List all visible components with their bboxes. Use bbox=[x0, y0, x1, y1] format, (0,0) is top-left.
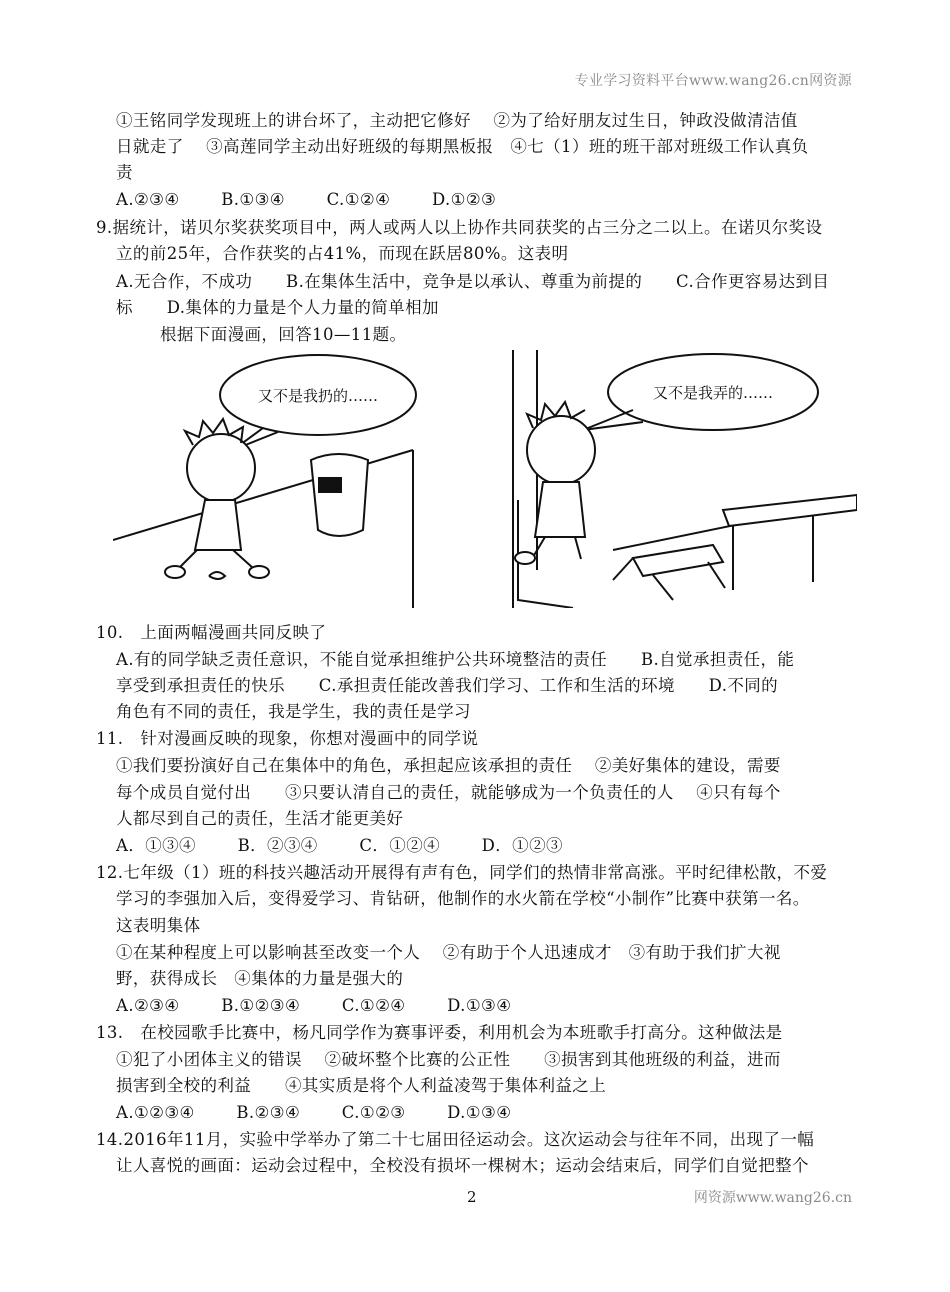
q10-options-line3: 角色有不同的责任，我是学生，我的责任是学习 bbox=[116, 702, 471, 721]
q12-option-c: C.①②④ bbox=[341, 996, 406, 1015]
q11-option-d: D．①②③ bbox=[481, 836, 563, 855]
q10-stem: 10. 上面两幅漫画共同反映了 bbox=[96, 623, 327, 642]
q8-statements-line2: 日就走了 ③高莲同学主动出好班级的每期黑板报 ④七（1）班的班干部对班级工作认真负 bbox=[116, 137, 809, 156]
q11-option-a: A．①③④ bbox=[116, 836, 196, 855]
page-header: 专业学习资料平台www.wang26.cn网资源 bbox=[574, 73, 852, 89]
q12-statements-line1: ①在某种程度上可以影响甚至改变一个人 ②有助于个人迅速成才 ③有助于我们扩大视 bbox=[116, 943, 781, 962]
comic-bubble-right: 又不是我弄的…… bbox=[652, 384, 774, 402]
q12-options bbox=[116, 993, 547, 1019]
comic-intro: 根据下面漫画，回答10—11题。 bbox=[160, 325, 407, 344]
q8-options bbox=[116, 187, 532, 213]
q8-option-b: B.①③④ bbox=[221, 190, 285, 209]
page-number: 2 bbox=[467, 1188, 477, 1206]
page-footer: 网资源www.wang26.cn bbox=[693, 1190, 852, 1206]
q12-stem-line3: 这表明集体 bbox=[116, 916, 201, 935]
q11-option-b: B．②③④ bbox=[237, 836, 318, 855]
comic-bubble-left: 又不是我扔的…… bbox=[257, 387, 379, 405]
q13-option-d: D.①③④ bbox=[447, 1103, 512, 1122]
q13-option-c: C.①②③ bbox=[341, 1103, 406, 1122]
q10-options-line2: 享受到承担责任的快乐 C.承担责任能改善我们学习、工作和生活的环境 D.不同的 bbox=[116, 676, 779, 695]
q11-stem: 11. 针对漫画反映的现象，你想对漫画中的同学说 bbox=[96, 729, 479, 748]
q13-option-a: A.①②③④ bbox=[116, 1103, 195, 1122]
q13-statements-line2: 损害到全校的利益 ④其实质是将个人利益凌驾于集体利益之上 bbox=[116, 1076, 607, 1095]
q8-statements-line1: ①王铭同学发现班上的讲台坏了，主动把它修好 ②为了给好朋友过生日，钟政没做清洁值 bbox=[116, 111, 798, 130]
q11-statements-line1: ①我们要扮演好自己在集体中的角色，承担起应该承担的责任 ②美好集体的建设，需要 bbox=[116, 756, 781, 775]
q8-option-c: C.①②④ bbox=[326, 190, 391, 209]
q13-option-b: B.②③④ bbox=[236, 1103, 301, 1122]
q12-option-b: B.①②③④ bbox=[221, 996, 301, 1015]
q12-option-a: A.②③④ bbox=[116, 996, 180, 1015]
q11-statements-line3: 人都尽到自己的责任，生活才能更美好 bbox=[116, 809, 404, 828]
q9-stem-line2: 立的前25年，合作获奖的占41%，而现在跃居80%。这表明 bbox=[116, 244, 569, 263]
q8-option-a: A.②③④ bbox=[116, 190, 180, 209]
comic-illustration bbox=[113, 350, 857, 608]
q11-option-c: C．①②④ bbox=[359, 836, 440, 855]
q13-options bbox=[116, 1100, 547, 1126]
q9-options-line2: 标 D.集体的力量是个人力量的简单相加 bbox=[116, 298, 439, 317]
q13-stem: 13. 在校园歌手比赛中，杨凡同学作为赛事评委，利用机会为本班歌手打高分。这种做法是 bbox=[96, 1023, 783, 1042]
q11-statements-line2: 每个成员自觉付出 ③只要认清自己的责任，就能够成为一个负责任的人 ④只有每个 bbox=[116, 783, 781, 802]
q12-option-d: D.①③④ bbox=[447, 996, 512, 1015]
q12-stem-line1: 12.七年级（1）班的科技兴趣活动开展得有声有色，同学们的热情非常高涨。平时纪律松散，不爱 bbox=[96, 863, 828, 882]
q12-stem-line2: 学习的李强加入后，变得爱学习、肯钻研，他制作的水火箭在学校“小制作”比赛中获第一名。 bbox=[116, 889, 810, 908]
q12-statements-line2: 野，获得成长 ④集体的力量是强大的 bbox=[116, 969, 404, 988]
q13-statements-line1: ①犯了小团体主义的错误 ②破坏整个比赛的公正性 ③损害到其他班级的利益，进而 bbox=[116, 1050, 781, 1069]
q8-option-d: D.①②③ bbox=[431, 190, 497, 209]
q8-statements-line3: 责 bbox=[116, 163, 133, 182]
q14-stem-line2: 让人喜悦的画面：运动会过程中，全校没有损坏一棵树木；运动会结束后，同学们自觉把整个 bbox=[116, 1156, 809, 1175]
q11-options bbox=[116, 833, 599, 859]
q9-stem-line1: 9.据统计，诺贝尔奖获奖项目中，两人或两人以上协作共同获奖的占三分之二以上。在诺贝尔奖设 bbox=[96, 218, 823, 237]
q14-stem-line1: 14.2016年11月，实验中学举办了第二十七届田径运动会。这次运动会与往年不同，出现了一幅 bbox=[96, 1130, 815, 1149]
q10-options-line1: A.有的同学缺乏责任意识，不能自觉承担维护公共环境整洁的责任 B.自觉承担责任，能 bbox=[116, 650, 795, 669]
q9-options-line1: A.无合作，不成功 B.在集体生活中，竞争是以承认、尊重为前提的 C.合作更容易达到目 bbox=[116, 272, 830, 291]
